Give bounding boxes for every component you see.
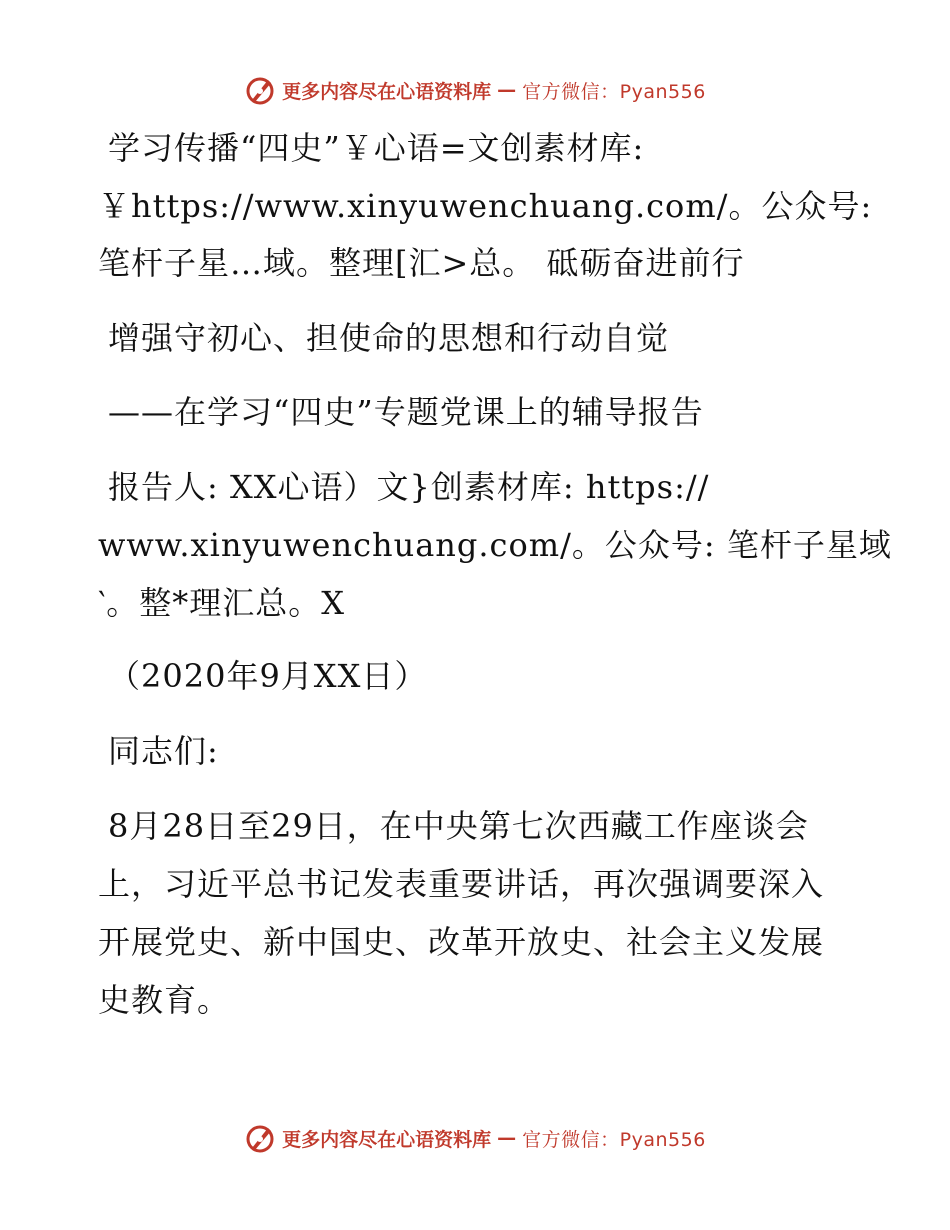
banner-text: 更多内容尽在心语资料库 (282, 1128, 492, 1151)
doc-line-reporter: 报告人: XX心语）文}创素材库: https:// (108, 468, 710, 506)
doc-paragraph-line-3: 开展党史、新中国史、改革开放史、社会主义发展 (98, 923, 825, 961)
doc-subtitle: ——在学习“四史”专题党课上的辅导报告 (108, 393, 704, 431)
quill-logo-icon (244, 74, 276, 106)
doc-line-8: ‵。整*理汇总。X (98, 584, 346, 622)
doc-date: （2020年9月XX日） (108, 657, 428, 695)
doc-paragraph-line-2: 上，习近平总书记发表重要讲话，再次强调要深入 (98, 865, 825, 903)
doc-line-1: 学习传播“四史”￥心语=文创素材库: (108, 129, 645, 167)
header-banner (0, 74, 950, 106)
banner-wechat: 官方微信：Pyan556 (522, 1128, 706, 1151)
doc-title: 增强守初心、担使命的思想和行动自觉 (108, 319, 670, 357)
doc-paragraph-line-4: 史教育。 (98, 981, 231, 1019)
banner-dash: — (497, 1127, 517, 1149)
doc-line-2: ￥https://www.xinyuwenchuang.com/。公众号: (98, 187, 873, 225)
banner-text: 更多内容尽在心语资料库 (282, 80, 492, 103)
footer-banner (0, 1122, 950, 1154)
banner-wechat: 官方微信：Pyan556 (522, 80, 706, 103)
doc-line-7: www.xinyuwenchuang.com/。公众号: 笔杆子星域 (98, 526, 892, 564)
doc-salutation: 同志们: (108, 732, 219, 770)
doc-line-3: 笔杆子星…域。整理[汇>总。 砥砺奋进前行 (98, 244, 745, 282)
doc-paragraph-line-1: 8月28日至29日，在中央第七次西藏工作座谈会 (108, 807, 809, 845)
banner-dash: — (497, 79, 517, 101)
quill-logo-icon (244, 1122, 276, 1154)
